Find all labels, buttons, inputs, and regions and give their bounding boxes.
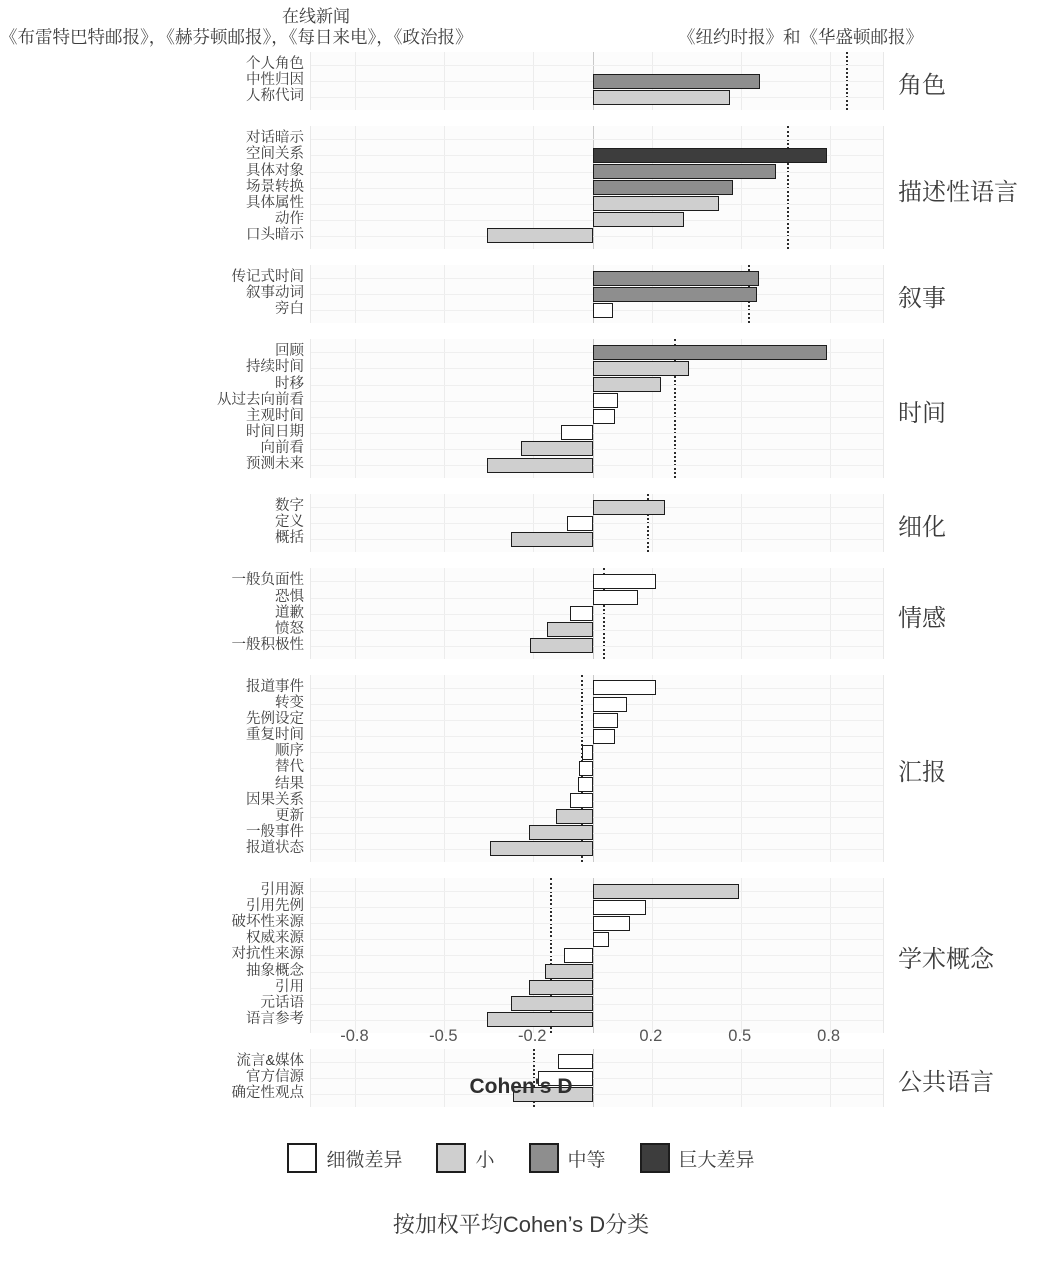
bar[interactable]: [593, 884, 740, 899]
group-label-5: 情感: [898, 604, 946, 632]
bar[interactable]: [593, 345, 827, 360]
bar[interactable]: [593, 303, 614, 318]
bar-row-label: 先例设定: [246, 711, 304, 728]
bar[interactable]: [511, 532, 593, 547]
group-label-3: 时间: [898, 399, 946, 427]
bar-row-label: 概括: [275, 530, 304, 547]
bar[interactable]: [593, 729, 615, 744]
bar[interactable]: [593, 500, 666, 515]
bar[interactable]: [490, 841, 592, 856]
horizontal-gridline: [311, 955, 883, 956]
online-news-header: 在线新闻: [282, 7, 350, 26]
left-corpora-header: 《布雷特巴特邮报》，《赫芬顿邮报》，《每日来电》，《政治报》: [0, 27, 473, 47]
bar-row-label: 回顾: [275, 343, 304, 360]
horizontal-gridline: [311, 785, 883, 786]
bar[interactable]: [487, 228, 592, 243]
bar-row-label: 传记式时间: [231, 269, 304, 286]
vertical-gridline: [741, 339, 742, 478]
chart-group-4: [0, 494, 1042, 552]
chart-group-0: [0, 52, 1042, 110]
bar[interactable]: [578, 777, 593, 792]
legend-label: 中等: [567, 1149, 606, 1171]
bar[interactable]: [556, 809, 593, 824]
group-panel-body: [310, 52, 884, 110]
x-tick-label: 0.2: [639, 1027, 663, 1045]
bar-row-label: 中性归因: [246, 72, 304, 89]
bar[interactable]: [579, 761, 592, 776]
horizontal-gridline: [311, 433, 883, 434]
bar[interactable]: [529, 980, 593, 995]
x-tick-label: -0.5: [429, 1027, 458, 1045]
x-tick-label: 0.5: [728, 1027, 752, 1045]
horizontal-gridline: [311, 972, 883, 973]
group-panel-body: [310, 568, 884, 659]
horizontal-gridline: [311, 801, 883, 802]
bar-row-label: 对话暗示: [246, 130, 304, 147]
legend-label: 细微差异: [326, 1149, 403, 1171]
legend-swatch: [287, 1143, 317, 1173]
bar[interactable]: [558, 1054, 592, 1069]
x-axis-label: Cohen's D: [469, 1075, 573, 1098]
bar-row-label: 因果关系: [246, 791, 304, 808]
bar[interactable]: [487, 458, 592, 473]
bar[interactable]: [593, 361, 689, 376]
chart-group-5: [0, 568, 1042, 659]
bar[interactable]: [593, 590, 639, 605]
bar[interactable]: [593, 916, 630, 931]
group-label-4: 细化: [898, 514, 946, 542]
bar-row-label: 个人角色: [246, 56, 304, 73]
group-label-7: 学术概念: [898, 946, 994, 974]
bar-row-label: 动作: [275, 210, 304, 227]
horizontal-gridline: [311, 1062, 883, 1063]
bar-row-label: 一般积极性: [231, 636, 304, 653]
bar-row-label: 数字: [275, 498, 304, 515]
bar-row-label: 具体对象: [246, 162, 304, 179]
bar[interactable]: [570, 793, 592, 808]
horizontal-gridline: [311, 646, 883, 647]
chart-group-6: [0, 675, 1042, 862]
bar[interactable]: [593, 74, 760, 89]
group-label-1: 描述性语言: [898, 178, 1018, 206]
group-label-6: 汇报: [898, 759, 946, 787]
horizontal-gridline: [311, 539, 883, 540]
bar-row-label: 向前看: [260, 439, 304, 456]
bar[interactable]: [593, 574, 657, 589]
bar[interactable]: [582, 745, 592, 760]
bar-row-label: 结果: [275, 775, 304, 792]
horizontal-gridline: [311, 849, 883, 850]
bar-row-label: 报道事件: [246, 678, 304, 695]
bar[interactable]: [593, 377, 661, 392]
bar[interactable]: [593, 212, 685, 227]
bar[interactable]: [593, 148, 827, 163]
bar-row-label: 口头暗示: [246, 226, 304, 243]
bar-row-label: 空间关系: [246, 146, 304, 163]
bar-row-label: 预测未来: [246, 456, 304, 473]
bar-row-label: 叙事动词: [246, 285, 304, 302]
chart-group-7: [0, 878, 1042, 1033]
x-axis-ticks: [310, 1027, 882, 1053]
legend-swatch: [529, 1143, 559, 1173]
chart-legend: [0, 1138, 1042, 1178]
bar-row-label: 人称代词: [246, 88, 304, 105]
vertical-gridline: [355, 339, 356, 478]
bar-row-label: 定义: [275, 514, 304, 531]
bar[interactable]: [593, 680, 657, 695]
bar-row-label: 一般负面性: [231, 572, 304, 589]
bar[interactable]: [545, 964, 592, 979]
group-label-8: 公共语言: [898, 1069, 994, 1097]
horizontal-gridline: [311, 817, 883, 818]
bar-row-label: 替代: [275, 759, 304, 776]
group-panel-body: [310, 675, 884, 862]
bar[interactable]: [593, 287, 757, 302]
bar[interactable]: [593, 180, 734, 195]
bar[interactable]: [593, 932, 609, 947]
legend-swatch: [436, 1143, 466, 1173]
bar-row-label: 更新: [275, 807, 304, 824]
bar-row-label: 道歉: [275, 604, 304, 621]
x-tick-label: -0.2: [518, 1027, 547, 1045]
legend-item-0[interactable]: [287, 1143, 402, 1173]
bar[interactable]: [530, 638, 592, 653]
horizontal-gridline: [311, 752, 883, 753]
bar[interactable]: [593, 713, 618, 728]
horizontal-gridline: [311, 833, 883, 834]
bar-row-label: 持续时间: [246, 359, 304, 376]
bar-row-label: 具体属性: [246, 194, 304, 211]
bar-row-label: 抽象概念: [246, 962, 304, 979]
bar[interactable]: [511, 996, 593, 1011]
legend-label: 巨大差异: [678, 1149, 755, 1171]
bar-row-label: 从过去向前看: [217, 391, 304, 408]
bar-row-label: 时间日期: [246, 423, 304, 440]
chart-group-1: [0, 126, 1042, 249]
chart-group-2: [0, 265, 1042, 323]
bar-row-label: 权威来源: [246, 930, 304, 947]
horizontal-gridline: [311, 449, 883, 450]
group-panel-body: [310, 265, 884, 323]
group-label-2: 叙事: [898, 285, 946, 313]
bar-row-label: 确定性观点: [231, 1085, 304, 1102]
right-corpora-header: 《纽约时报》和《华盛顿邮报》: [678, 27, 923, 47]
bar[interactable]: [547, 622, 593, 637]
horizontal-gridline: [311, 65, 883, 66]
vertical-gridline: [830, 339, 831, 478]
horizontal-gridline: [311, 523, 883, 524]
bar[interactable]: [567, 516, 592, 531]
horizontal-gridline: [311, 768, 883, 769]
legend-swatch: [640, 1143, 670, 1173]
bar-row-label: 重复时间: [246, 727, 304, 744]
legend-item-2[interactable]: [529, 1143, 606, 1173]
bar-row-label: 主观时间: [246, 407, 304, 424]
bar-row-label: 对抗性来源: [231, 946, 304, 963]
bar-row-label: 一般事件: [246, 823, 304, 840]
corpus-headers: [0, 0, 1042, 48]
bar-row-label: 破坏性来源: [231, 914, 304, 931]
bar[interactable]: [593, 90, 731, 105]
group-panel-body: [310, 494, 884, 552]
chart-group-3: [0, 339, 1042, 478]
bar[interactable]: [593, 164, 777, 179]
bar[interactable]: [593, 393, 618, 408]
horizontal-gridline: [311, 630, 883, 631]
bar[interactable]: [570, 606, 592, 621]
bar-row-label: 时移: [275, 375, 304, 392]
bar-row-label: 流言&媒体: [236, 1052, 304, 1069]
bar-row-label: 愤怒: [275, 620, 304, 637]
bar[interactable]: [593, 900, 646, 915]
group-label-0: 角色: [898, 72, 946, 100]
bar[interactable]: [561, 425, 592, 440]
bar[interactable]: [593, 271, 759, 286]
vertical-gridline: [444, 339, 445, 478]
horizontal-gridline: [311, 139, 883, 140]
legend-label: 小: [475, 1149, 495, 1171]
bar-row-label: 报道状态: [246, 839, 304, 856]
bar-row-label: 官方信源: [246, 1069, 304, 1086]
horizontal-gridline: [311, 236, 883, 237]
x-tick-label: -0.8: [340, 1027, 369, 1045]
horizontal-gridline: [311, 988, 883, 989]
group-panel-body: [310, 126, 884, 249]
horizontal-gridline: [311, 1004, 883, 1005]
group-panel-body: [310, 339, 884, 478]
bar[interactable]: [564, 948, 592, 963]
bar-row-label: 语言参考: [246, 1010, 304, 1027]
bar-row-label: 元话语: [260, 994, 304, 1011]
horizontal-gridline: [311, 1020, 883, 1021]
bar[interactable]: [593, 196, 719, 211]
bar-row-label: 引用源: [260, 882, 304, 899]
horizontal-gridline: [311, 465, 883, 466]
bar[interactable]: [529, 825, 593, 840]
bar-row-label: 旁白: [275, 301, 304, 318]
group-panel-body: [310, 878, 884, 1033]
bar-row-label: 恐惧: [275, 588, 304, 605]
bar[interactable]: [593, 697, 627, 712]
horizontal-gridline: [311, 614, 883, 615]
bar-row-label: 顺序: [275, 743, 304, 760]
bar[interactable]: [593, 409, 615, 424]
legend-item-3[interactable]: [640, 1143, 755, 1173]
chart-caption: 按加权平均Cohen’s D分类: [392, 1212, 650, 1237]
bar-row-label: 转变: [275, 695, 304, 712]
x-tick-label: 0.8: [817, 1027, 841, 1045]
bar-row-label: 场景转换: [246, 178, 304, 195]
bar[interactable]: [487, 1012, 592, 1027]
bar[interactable]: [521, 441, 592, 456]
bar-row-label: 引用先例: [246, 898, 304, 915]
legend-item-1[interactable]: [436, 1143, 494, 1173]
bar-row-label: 引用: [275, 978, 304, 995]
